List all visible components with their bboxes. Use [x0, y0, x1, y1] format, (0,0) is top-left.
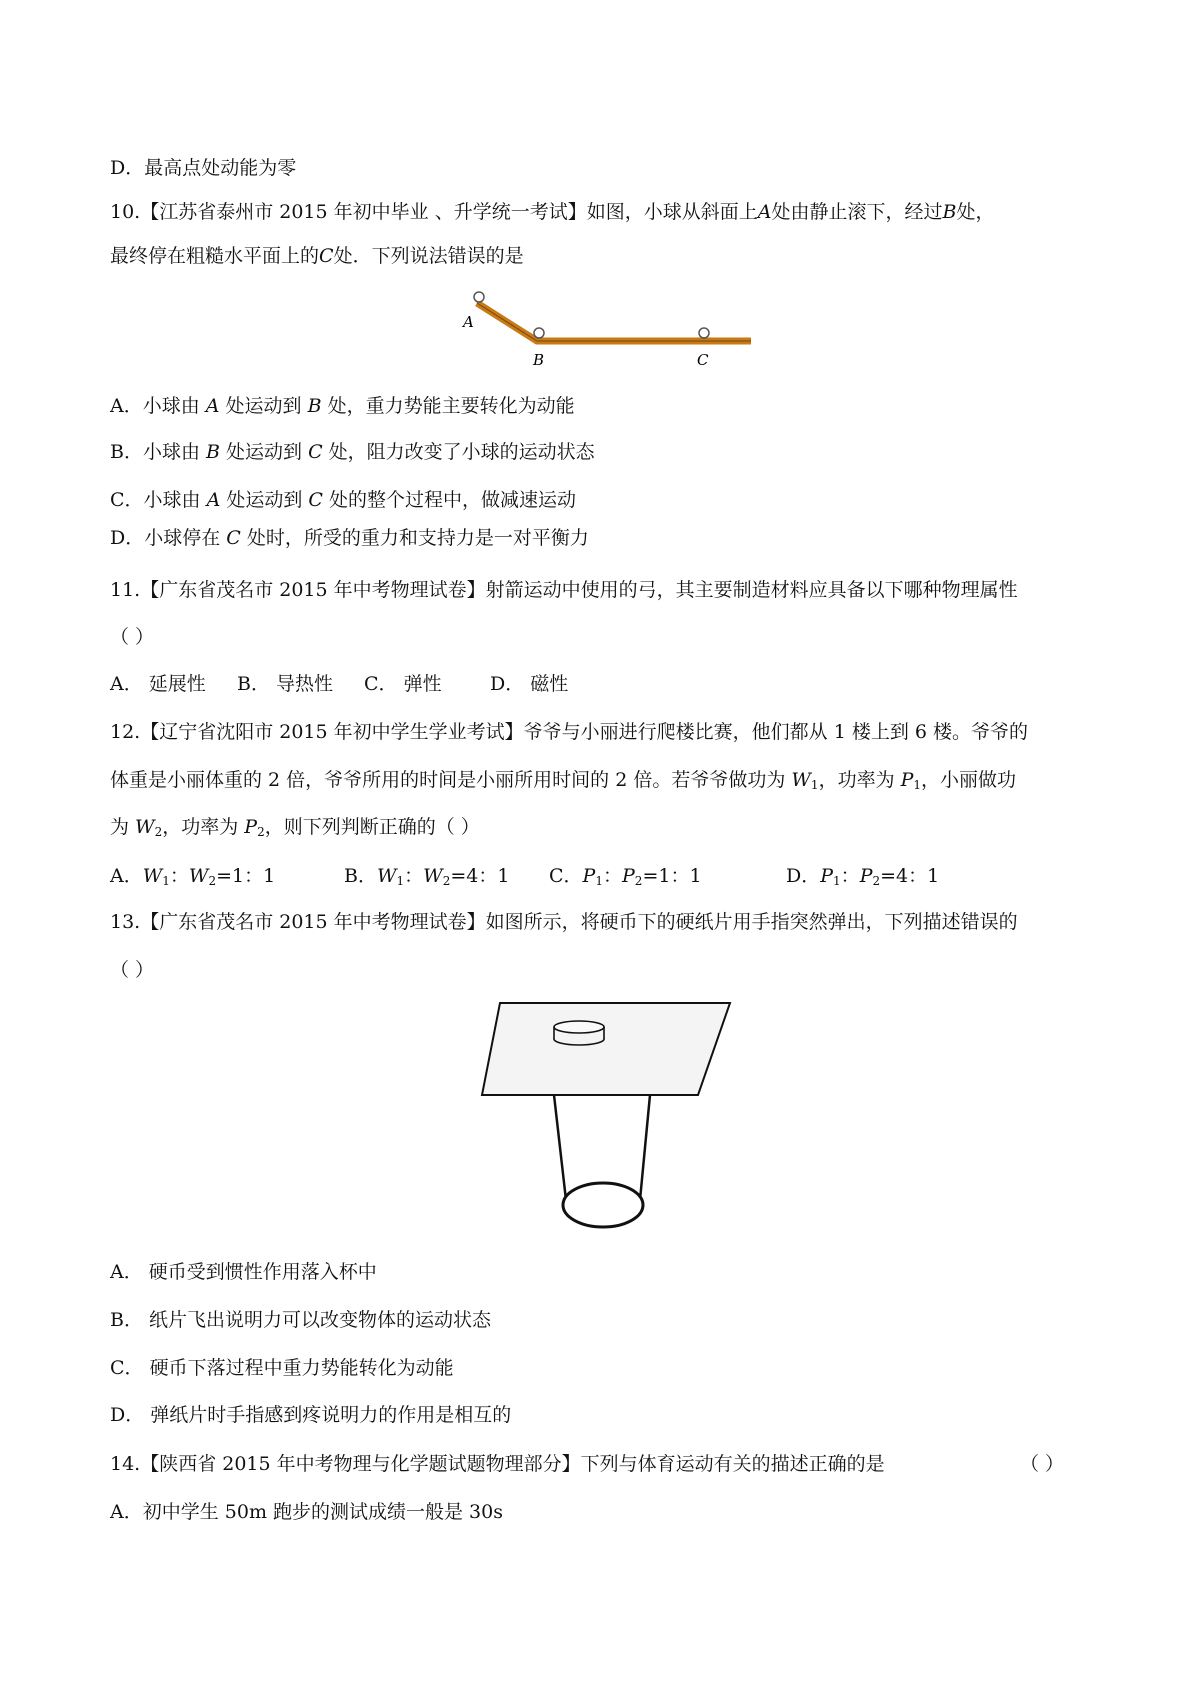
var-p: P [900, 769, 914, 791]
option-text: 处的整个过程中，做减速运动 [322, 489, 576, 511]
subscript: 2 [634, 874, 643, 888]
var-p: P [622, 865, 635, 887]
var-w: W [188, 865, 209, 887]
label-c: C [697, 351, 709, 369]
option-text: D．小球停在 [110, 527, 227, 549]
point-label: B [206, 441, 220, 463]
q13-option-c: C． 硬币下落过程中重力势能转化为动能 [110, 1357, 454, 1379]
q12-text: 体重是小丽体重的 2 倍，爷爷所用的时间是小丽所用时间的 2 倍。若爷爷做功为 [110, 769, 792, 791]
q10-option-b [110, 440, 595, 464]
q13-option-d: D． 弹纸片时手指感到疼说明力的作用是相互的 [110, 1404, 512, 1426]
option-letter: D． [786, 865, 821, 887]
point-label: A [205, 395, 220, 417]
q11-option-a: A． 延展性 [110, 673, 206, 695]
option-text: 处，阻力改变了小球的运动状态 [322, 441, 595, 463]
q10-stem-text: 最终停在粗糙水平面上的 [110, 245, 320, 267]
q14-stem: 14.【陕西省 2015 年中考物理与化学题试题物理部分】下列与体育运动有关的描述正确的是 [110, 1453, 885, 1475]
point-b: B [942, 201, 957, 223]
option-text: 处运动到 [220, 489, 309, 511]
q10-option-d [110, 526, 589, 550]
q12-stem-line-3 [110, 815, 480, 839]
var-p: P [820, 865, 834, 887]
option-value: =4：1 [450, 865, 510, 887]
point-label: B [307, 395, 322, 417]
q14-option-a: A．初中学生 50m 跑步的测试成绩一般是 30s [110, 1501, 503, 1523]
subscript: 2 [154, 825, 163, 839]
subscript: 2 [872, 874, 881, 888]
incline-track [477, 303, 751, 341]
option-text: B．小球由 [110, 441, 207, 463]
var-w: W [135, 816, 155, 838]
q12-text: ，功率为 [162, 816, 245, 838]
subscript: 1 [595, 874, 603, 888]
q12-text: ，则下列判断正确的（ ） [264, 816, 480, 838]
option-value: =1：1 [216, 865, 276, 887]
card [482, 1003, 730, 1095]
q11-option-c: C． 弹性 [364, 673, 442, 695]
ball-b [534, 328, 544, 338]
incline-figure [455, 285, 755, 375]
q12-option-c [549, 864, 702, 888]
q13-option-b: B． 纸片飞出说明力可以改变物体的运动状态 [110, 1309, 492, 1331]
q12-text: ，功率为 [818, 769, 901, 791]
point-label: A [206, 489, 221, 511]
q10-source: 【江苏省泰州市 2015 年初中毕业 、升学统一考试】 [140, 201, 587, 223]
q13-stem: 13.【广东省茂名市 2015 年中考物理试卷】如图所示，将硬币下的硬纸片用手指突然弹出，下列描述错误的 [110, 911, 1018, 933]
point-label: C [226, 527, 241, 549]
q10-number: 10. [110, 201, 141, 223]
subscript: 2 [257, 825, 265, 839]
subscript: 1 [833, 874, 841, 888]
option-value: =1：1 [642, 865, 702, 887]
q10-stem-line-2 [110, 244, 524, 268]
cup-side-right [640, 1095, 650, 1200]
subscript: 1 [913, 778, 922, 792]
q10-stem-text: 处， [956, 201, 995, 223]
colon: ： [169, 865, 189, 887]
q10-option-a [110, 394, 575, 418]
q11-stem: 11.【广东省茂名市 2015 年中考物理试卷】射箭运动中使用的弓，其主要制造材料应具备以下哪种物理属性 [110, 579, 1018, 601]
ball-c [699, 328, 709, 338]
option-letter: C． [549, 865, 583, 887]
option-text: 处时，所受的重力和支持力是一对平衡力 [240, 527, 589, 549]
var-w: W [376, 865, 397, 887]
q12-stem-line-2 [110, 768, 1016, 792]
point-label: C [308, 489, 323, 511]
q13-answer-paren: （ ） [110, 959, 155, 981]
var-p: P [582, 865, 596, 887]
option-letter: A． [110, 865, 143, 887]
cup-rim [563, 1183, 643, 1227]
option-letter: B． [344, 865, 377, 887]
q11-option-b: B． 导热性 [237, 673, 334, 695]
var-w: W [423, 865, 443, 887]
option-text: 处，重力势能主要转化为动能 [321, 395, 575, 417]
colon: ： [404, 865, 424, 887]
option-text: 处运动到 [219, 395, 308, 417]
q12-option-d [786, 864, 939, 888]
option-text: A．小球由 [110, 395, 206, 417]
q9-option-d: D．最高点处动能为零 [110, 157, 297, 179]
subscript: 2 [208, 874, 217, 888]
q12-text: ，小丽做功 [921, 769, 1017, 791]
point-a: A [757, 201, 772, 223]
q10-option-c [110, 488, 576, 512]
q14-answer-paren: （ ） [1020, 1453, 1065, 1475]
label-a: A [463, 313, 474, 331]
label-b: B [533, 351, 545, 369]
colon: ： [602, 865, 622, 887]
var-p: P [244, 816, 258, 838]
q10-stem-text: 处．下列说法错误的是 [333, 245, 524, 267]
q12-stem-line-1: 12.【辽宁省沈阳市 2015 年初中学生学业考试】爷爷与小丽进行爬楼比赛，他们都从 1 楼上到 6 楼。爷爷的 [110, 721, 1028, 743]
var-w: W [791, 769, 811, 791]
subscript: 1 [396, 874, 405, 888]
cup-side-left [554, 1095, 566, 1200]
q11-option-d: D． 磁性 [490, 673, 569, 695]
q12-option-a [110, 864, 275, 888]
q12-option-b [344, 864, 509, 888]
subscript: 2 [442, 874, 451, 888]
q13-option-a: A． 硬币受到惯性作用落入杯中 [110, 1261, 377, 1283]
q10-stem-text: 处由静止滚下，经过 [771, 201, 943, 223]
option-value: =4：1 [880, 865, 940, 887]
ball-a [474, 292, 484, 302]
q10-stem-line-1 [110, 200, 994, 224]
coin-top [554, 1021, 604, 1033]
subscript: 1 [810, 778, 819, 792]
option-text: 处运动到 [219, 441, 309, 463]
q10-stem-text: 如图，小球从斜面上 [586, 201, 758, 223]
q11-answer-paren: （ ） [110, 626, 155, 648]
var-p: P [859, 865, 873, 887]
var-w: W [142, 865, 163, 887]
coin-cup-figure [470, 995, 740, 1240]
subscript: 1 [162, 874, 170, 888]
point-label: C [308, 441, 323, 463]
option-text: C．小球由 [110, 489, 207, 511]
q12-text: 为 [110, 816, 136, 838]
point-c: C [319, 245, 334, 267]
colon: ： [840, 865, 860, 887]
